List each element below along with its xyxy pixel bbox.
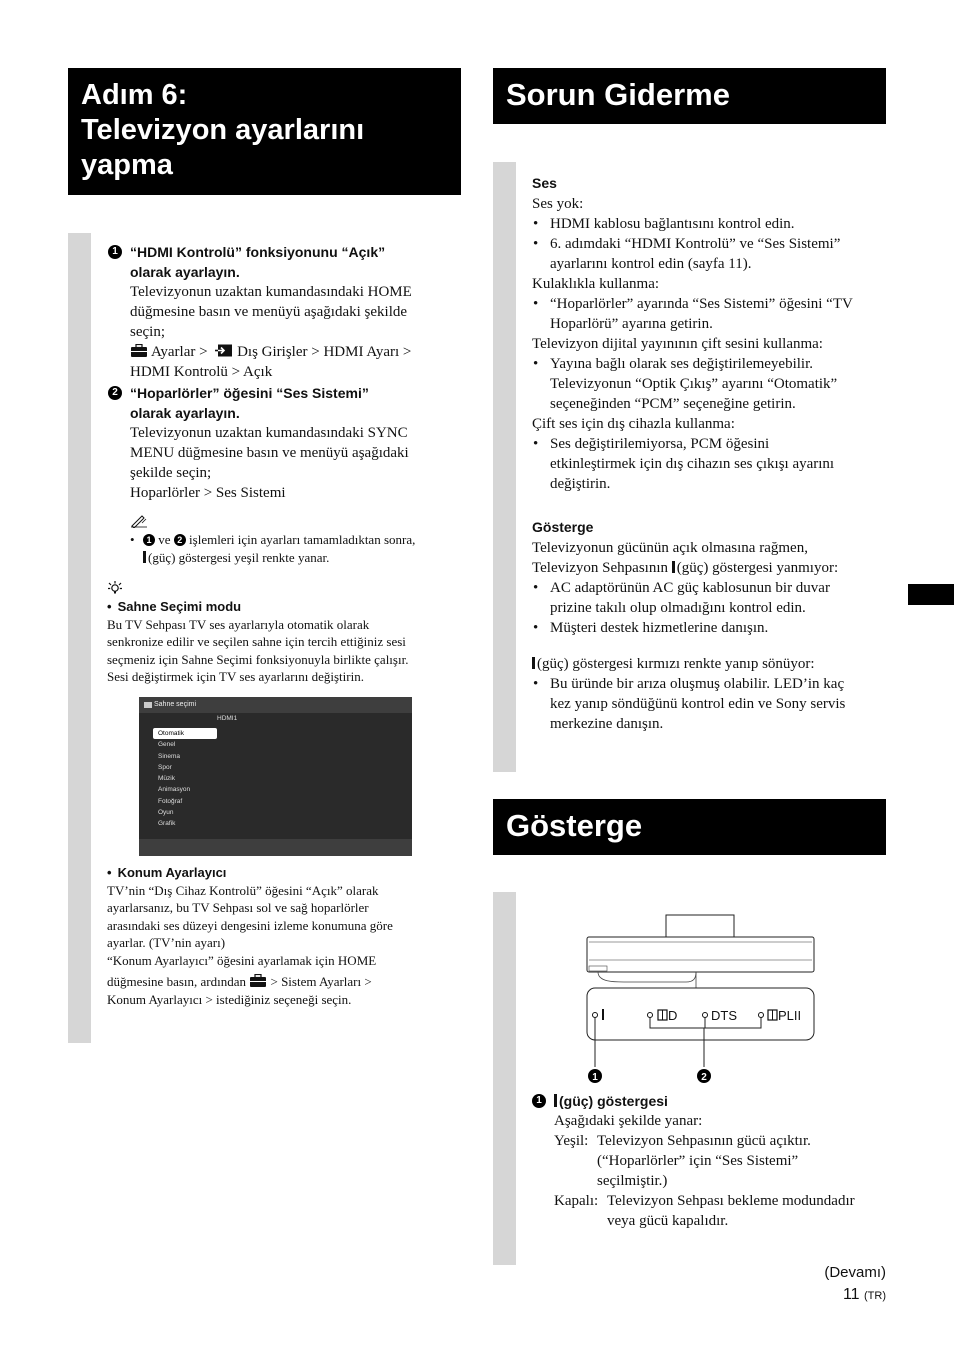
tip-text: arasındaki ses düzeyi dengesini izleme konumuna göre [107,917,393,933]
green-desc: (“Hoparlörler” için “Ses Sistemi” [597,1153,799,1169]
step-2-heading: olarak ayarlayın. [130,405,240,421]
pl2-label: PLII [778,1008,802,1023]
menu-item[interactable]: Spor [158,763,172,771]
menu-list [153,728,217,830]
tip-bulb-icon [107,580,123,596]
dolby-d-label: D [668,1008,678,1023]
step-2-text: Hoparlörler > Ses Sistemi [130,485,286,501]
menu-item[interactable]: Müzik [158,775,175,783]
indicator-item: • Müşteri destek hizmetlerine danışın. [532,618,887,638]
power-icon [672,561,675,573]
callout-1: 1 [532,1094,546,1108]
sound-subheading: Çift ses için dış cihazla kullanma: [532,416,735,432]
page-number-line [843,1286,886,1304]
note-step-1: 1 [143,534,155,546]
note-text: ve [158,532,171,547]
right-side-bar-1 [493,162,516,772]
tip-position-adjuster: • Konum Ayarlayıcı TV’nin “Dış Cihaz Kontrolü” öğesini “Açık” olarak ayarlarsanız, bu TV Sehpası sol ve sağ hoparlörler arasındaki ses düzeyi dengesini izleme konumuna göre ayarlar. (TV’nin ayarı) “Konum Ayarlayıcı” öğesini ayarlamak için HOME düğmesine basın, ardından > Sistem Ayarları > Konum Ayarlayıcı > istediğiniz seçeneği seçin. [107,864,467,1008]
power-icon [143,551,146,563]
toolbox-icon [130,344,148,357]
sound-intro: Ses yok: [532,196,584,212]
indicator-item: • AC adaptörünün AC güç kablosunun bir duvar prizine takılı olup olmadığını kontrol edin. [532,578,887,618]
scene-select-menu [139,697,412,856]
right-title-block [493,68,886,124]
off-label: Kapalı: [554,1193,599,1209]
menu-item[interactable]: Genel [158,741,176,749]
menu-icon [144,702,152,708]
sound-item: • HDMI kablosu bağlantısını kontrol edin. [532,214,887,234]
indicator-intro: (güç) göstergesi yanmıyor: [676,560,839,576]
tip-heading: Konum Ayarlayıcı [117,865,227,880]
page-number: 11 [842,1286,860,1303]
power-icon [554,1094,557,1107]
note-text: (güç) göstergesi yeşil renkte yanar. [148,549,330,565]
tip-text: > Sistem Ayarları > [270,974,372,989]
sound-section [532,172,887,494]
menu-item[interactable]: Grafik [158,820,176,828]
menu-item[interactable]: Animasyon [158,786,191,794]
menu-title-bar [139,697,412,713]
step-1-heading: “HDMI Kontrolü” fonksiyonunu “Açık” [130,244,386,260]
sound-heading: Ses [532,175,557,191]
dts-label: DTS [711,1008,737,1023]
note-step-2: 2 [174,534,186,546]
step-1 [107,242,467,382]
indicator-trouble-heading: Gösterge [532,519,594,535]
sound-item: • Yayına bağlı olarak ses değiştirilemeyebilir. Televizyonun “Optik Çıkış” ayarını “Otomatik” seçeneğinden “PCM” seçeneğine getirin. [532,354,887,414]
svg-text:1: 1 [592,1072,598,1083]
tip-text: Konum Ayarlayıcı > istediğiniz seçeneği seçin. [107,991,352,1007]
tip-heading: Sahne Seçimi modu [117,599,242,614]
step-number-1: 1 [108,245,122,259]
tip-text: Sesi değiştirmek için TV ses ayarlarını değiştirin. [107,669,364,684]
svg-text:2: 2 [701,1072,707,1083]
path-inputs: Dış Girişler > HDMI Ayarı > [237,344,412,360]
tip-text: “Konum Ayarlayıcı” öğesini ayarlamak için HOME [107,952,377,968]
menu-source: HDMI1 [217,715,238,722]
indicator-title: Gösterge [506,808,643,843]
tip-text: seçmeniz için Sahne Seçimi fonksiyonuyla birlikte çalışır. [107,651,409,667]
tip-scene-select: • Sahne Seçimi modu Bu TV Sehpası TV ses ayarlarıyla otomatik olarak senkronize edilir ve seçilen sahne için tercih ettiğiniz sesi seçmeniz için Sahne Seçimi fonksiyonuyla birlikte çalışır. Sesi değiştirmek için TV ses ayarlarını değiştirin. [107,598,467,686]
step-number-2: 2 [108,386,122,400]
left-title-block [68,68,461,195]
right-title-block-2 [493,799,886,855]
green-desc: seçilmiştir.) [597,1173,668,1189]
right-side-bar-2 [493,892,516,1265]
note-text: işlemleri için ayarları tamamladıktan sonra, [189,532,416,547]
left-title-line: Adım 6: [81,79,188,111]
off-desc: veya gücü kapalıdır. [607,1213,729,1229]
step-2 [107,383,467,503]
power-indicator-desc [532,1091,892,1231]
indicator-intro: Televizyon Sehpasının [532,560,669,576]
step-2-text: şekilde seçin; [130,465,212,481]
path-settings: Ayarlar > [150,344,208,360]
menu-title: Sahne seçimi [154,701,197,708]
menu-item[interactable]: Otomatik [153,728,217,739]
sound-subheading: Televizyon dijital yayınının çift sesini kullanma: [532,336,823,352]
step-2-text: MENU düğmesine basın ve menüyü aşağıdaki [130,445,409,461]
note-block: • 1 ve 2 işlemleri için ayarları tamamladıktan sonra, (güç) göstergesi yeşil renkte yanar. [130,532,416,565]
blink-text: (güç) göstergesi kırmızı renkte yanıp sönüyor: [537,656,815,672]
note-pencil-icon [130,514,148,528]
page-tab-marker [908,584,954,605]
page-lang: (TR) [864,1290,886,1302]
indicator-desc-intro: Aşağıdaki şekilde yanar: [554,1113,703,1129]
indicator-intro: Televizyonun gücünün açık olmasına rağmen, [532,540,808,556]
input-icon [215,344,233,357]
step-1-text: Televizyonun uzaktan kumandasındaki HOME [130,284,412,300]
step-2-text: Televizyonun uzaktan kumandasındaki SYNC [130,425,408,441]
step-1-text: seçin; [130,324,165,340]
tip-text: Bu TV Sehpası TV ses ayarlarıyla otomatik olarak [107,616,370,632]
tip-text: senkronize edilir ve seçilen sahne için tercih ettiğiniz sesi [107,634,406,649]
power-icon [532,657,535,669]
troubleshooting-title: Sorun Giderme [506,77,730,112]
green-label: Yeşil: [554,1133,589,1149]
step-1-text: düğmesine basın ve menüyü aşağıdaki şekilde [130,304,408,320]
tip-text: ayarlarsanız, bu TV Sehpası sol ve sağ hoparlörler [107,900,369,915]
indicator-item: • Bu üründe bir arıza oluşmuş olabilir. LED’in kaç kez yanıp söndüğünü kontrol edin ve Sony servis merkezine danışın. [532,674,887,734]
left-side-bar [68,233,91,1043]
sound-item: • “Hoparlörler” ayarında “Ses Sistemi” öğesini “TV Hoparlörü” ayarına getirin. [532,294,887,334]
green-desc: Televizyon Sehpasının gücü açıktır. [597,1133,811,1149]
continued-label: (Devamı) [824,1264,886,1281]
step-2-heading: “Hoparlörler” öğesini “Ses Sistemi” [130,385,369,401]
off-desc: Televizyon Sehpası bekleme modundadır [607,1193,855,1209]
power-indicator-heading: (güç) göstergesi [559,1093,668,1109]
path-hdmi: HDMI Kontrolü > Açık [130,364,273,380]
left-title-line: yapma [81,149,173,181]
menu-bottom-bar [139,839,412,856]
indicator-trouble-section [532,516,887,734]
left-title-line: Televizyon ayarlarını [81,114,365,146]
tip-text: ayarlar. (TV’nin ayarı) [107,935,226,950]
step-1-heading: olarak ayarlayın. [130,264,240,280]
menu-item[interactable]: Oyun [158,809,174,817]
tip-text: TV’nin “Dış Cihaz Kontrolü” öğesini “Açık” olarak [107,882,379,898]
tip-text: düğmesine basın, ardından [107,974,246,989]
sound-subheading: Kulaklıkla kullanma: [532,276,660,292]
sound-item: • Ses değiştirilemiyorsa, PCM öğesini etkinleştirmek için dış cihazın ses çıkışı ayarını değiştirin. [532,434,887,494]
toolbox-icon [249,974,267,987]
menu-item[interactable]: Fotoğraf [158,797,183,805]
menu-item[interactable]: Sinema [158,752,181,760]
front-panel-diagram [584,912,824,1087]
sound-item: • 6. adımdaki “HDMI Kontrolü” ve “Ses Sistemi” ayarlarını kontrol edin (sayfa 11). [532,234,887,274]
